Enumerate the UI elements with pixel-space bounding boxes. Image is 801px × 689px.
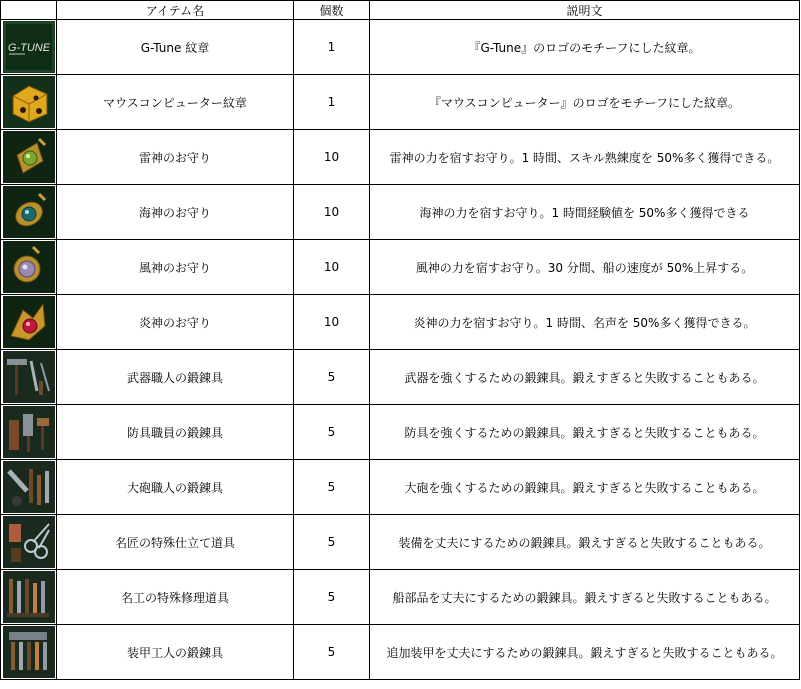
table-row (1, 20, 800, 75)
table-row (1, 240, 800, 295)
item-count: 5 (294, 515, 370, 570)
item-name: G-Tune 紋章 (57, 20, 294, 75)
header-icon (1, 1, 57, 20)
armor-smith-tools-icon (3, 406, 55, 458)
item-description: 武器を強くするための鍛錬具。鍛えすぎると失敗することもある。 (370, 350, 800, 405)
item-name: 防具職員の鍛錬具 (57, 405, 294, 460)
item-name: マウスコンピューター紋章 (57, 75, 294, 130)
header-row (1, 1, 800, 20)
item-description: 風神の力を宿すお守り。30 分間、船の速度が 50%上昇する。 (370, 240, 800, 295)
table-row (1, 515, 800, 570)
wind-amulet-icon (3, 241, 55, 293)
sea-amulet-icon (3, 186, 55, 238)
item-name: 名匠の特殊仕立て道具 (57, 515, 294, 570)
item-name: 海神のお守り (57, 185, 294, 240)
header-count: 個数 (294, 1, 370, 20)
gtune-logo-icon (3, 21, 55, 73)
thunder-amulet-icon (3, 131, 55, 183)
item-name: 大砲職人の鍛錬具 (57, 460, 294, 515)
table-row (1, 185, 800, 240)
item-count: 10 (294, 295, 370, 350)
item-count: 1 (294, 20, 370, 75)
item-description: 雷神の力を宿すお守り。1 時間、スキル熟練度を 50%多く獲得できる。 (370, 130, 800, 185)
item-description: 大砲を強くするための鍛錬具。鍛えすぎると失敗することもある。 (370, 460, 800, 515)
item-name: 雷神のお守り (57, 130, 294, 185)
weapon-smith-tools-icon (3, 351, 55, 403)
item-description: 炎神の力を宿すお守り。1 時間、名声を 50%多く獲得できる。 (370, 295, 800, 350)
item-count: 1 (294, 75, 370, 130)
item-description: 追加装甲を丈夫にするための鍛錬具。鍛えすぎると失敗することもある。 (370, 625, 800, 680)
header-description: 説明文 (370, 1, 800, 20)
table-row (1, 460, 800, 515)
item-description: 船部品を丈夫にするための鍛錬具。鍛えすぎると失敗することもある。 (370, 570, 800, 625)
item-count: 5 (294, 350, 370, 405)
item-name: 風神のお守り (57, 240, 294, 295)
item-description: 防具を強くするための鍛錬具。鍛えすぎると失敗することもある。 (370, 405, 800, 460)
item-count: 10 (294, 240, 370, 295)
item-name: 装甲工人の鍛錬具 (57, 625, 294, 680)
item-description: 『マウスコンピューター』のロゴをモチーフにした紋章。 (370, 75, 800, 130)
cannon-smith-tools-icon (3, 461, 55, 513)
header-item-name: アイテム名 (57, 1, 294, 20)
item-name: 武器職人の鍛錬具 (57, 350, 294, 405)
table-row (1, 570, 800, 625)
table-row (1, 75, 800, 130)
item-name: 炎神のお守り (57, 295, 294, 350)
mouse-computer-logo-icon (3, 76, 55, 128)
table-row (1, 130, 800, 185)
item-description: 『G-Tune』のロゴのモチーフにした紋章。 (370, 20, 800, 75)
master-tailoring-tools-icon (3, 516, 55, 568)
item-description: 装備を丈夫にするための鍛錬具。鍛えすぎると失敗することもある。 (370, 515, 800, 570)
svg-text:G-TUNE: G-TUNE (7, 42, 50, 54)
table-row (1, 295, 800, 350)
item-count: 10 (294, 130, 370, 185)
armor-plate-tools-icon (3, 626, 55, 678)
master-repair-tools-icon (3, 571, 55, 623)
table-row (1, 405, 800, 460)
item-count: 5 (294, 405, 370, 460)
item-count: 5 (294, 625, 370, 680)
flame-amulet-icon (3, 296, 55, 348)
item-count: 5 (294, 460, 370, 515)
table-row (1, 350, 800, 405)
item-count: 10 (294, 185, 370, 240)
item-name: 名工の特殊修理道具 (57, 570, 294, 625)
table-row (1, 625, 800, 680)
item-description: 海神の力を宿すお守り。1 時間経験値を 50%多く獲得できる (370, 185, 800, 240)
item-count: 5 (294, 570, 370, 625)
